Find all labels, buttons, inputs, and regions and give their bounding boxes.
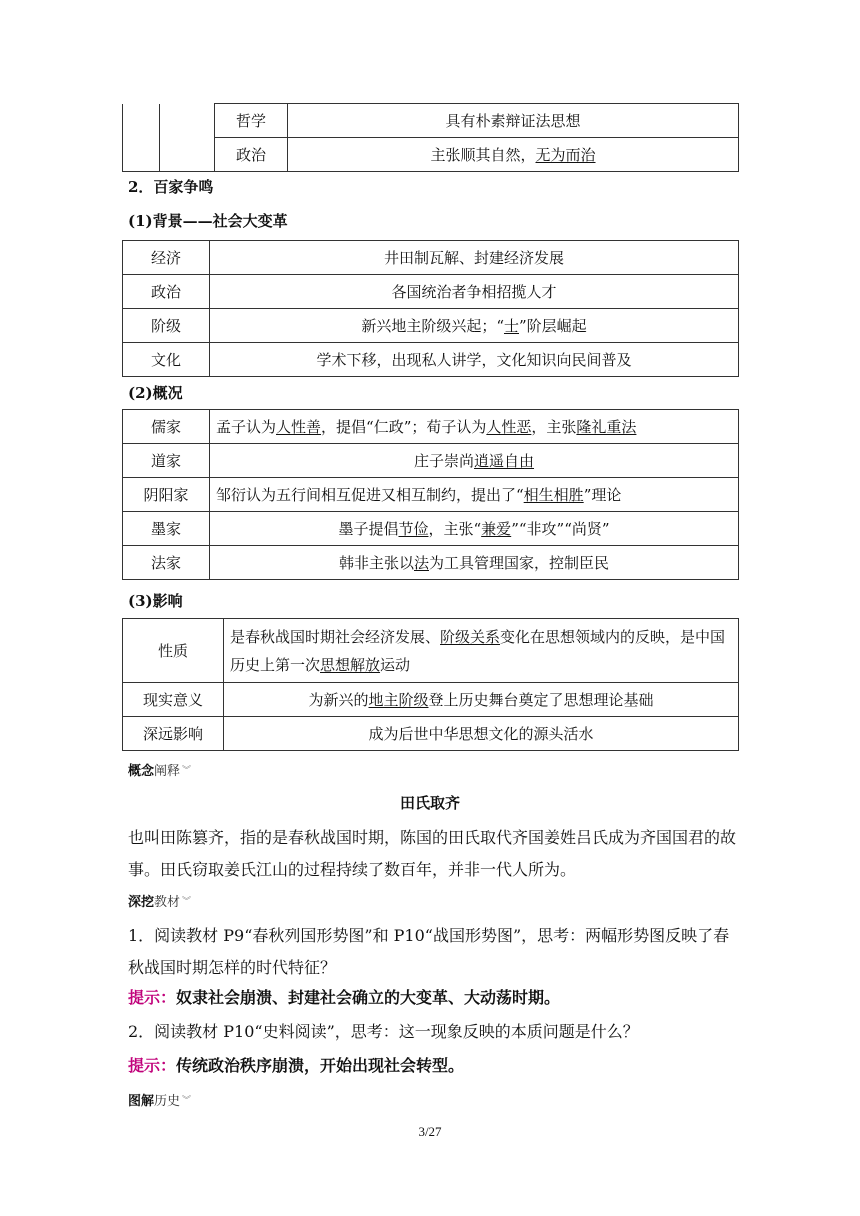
overview-title: (2)概况 xyxy=(128,384,183,402)
row-label: 文化 xyxy=(123,343,210,377)
row-label: 现实意义 xyxy=(123,683,224,717)
row-label: 阴阳家 xyxy=(123,478,210,512)
row-label: 法家 xyxy=(123,546,210,580)
row-label: 墨家 xyxy=(123,512,210,546)
row-label: 道家 xyxy=(123,444,210,478)
answer-1: 提示：奴隶社会崩溃、封建社会确立的大变革、大动荡时期。 xyxy=(128,988,561,1007)
row-content: 韩非主张以法为工具管理国家，控制臣民 xyxy=(210,546,739,580)
row-label: 经济 xyxy=(123,241,210,275)
background-title: (1)背景——社会大变革 xyxy=(128,212,288,230)
chevron-down-icon: ︾ xyxy=(182,766,192,776)
row-content: 各国统治者争相招揽人才 xyxy=(210,275,739,309)
row-label: 深远影响 xyxy=(123,717,224,751)
row-content: 为新兴的地主阶级登上历史舞台奠定了思想理论基础 xyxy=(224,683,739,717)
page-number: 3/27 xyxy=(418,1124,442,1139)
section-title: 2．百家争鸣 xyxy=(128,178,214,196)
diagram-label: 图解历史 ︾ xyxy=(128,1094,192,1109)
concept-title: 田氏取齐 xyxy=(399,794,460,812)
row-content: 墨子提倡节俭，主张“兼爱”“非攻”“尚贤” xyxy=(210,512,739,546)
row-content: 庄子崇尚逍遥自由 xyxy=(210,444,739,478)
row-label: 儒家 xyxy=(123,410,210,444)
row-content: 孟子认为人性善，提倡“仁政”；荀子认为人性恶，主张隆礼重法 xyxy=(210,410,739,444)
row-content: 井田制瓦解、封建经济发展 xyxy=(210,241,739,275)
row-content: 学术下移，出现私人讲学，文化知识向民间普及 xyxy=(210,343,739,377)
blank-cell xyxy=(160,104,215,172)
row-content: 成为后世中华思想文化的源头活水 xyxy=(224,717,739,751)
row-label: 阶级 xyxy=(123,309,210,343)
blank-cell xyxy=(123,104,160,172)
background-table xyxy=(122,240,739,377)
row-content: 主张顺其自然，无为而治 xyxy=(288,138,739,172)
row-content: 是春秋战国时期社会经济发展、阶级关系变化在思想领域内的反映，是中国历史上第一次思想解放运动 xyxy=(224,619,739,683)
row-content: 邹衍认为五行间相互促进又相互制约，提出了“相生相胜”理论 xyxy=(210,478,739,512)
chevron-down-icon: ︾ xyxy=(182,897,192,907)
chevron-down-icon: ︾ xyxy=(182,1096,192,1106)
row-label: 哲学 xyxy=(215,104,288,138)
answer-2: 提示：传统政治秩序崩溃，开始出现社会转型。 xyxy=(128,1056,465,1075)
concept-label: 概念阐释 ︾ xyxy=(128,764,192,779)
row-label: 政治 xyxy=(215,138,288,172)
row-content: 具有朴素辩证法思想 xyxy=(288,104,739,138)
row-label: 性质 xyxy=(123,619,224,683)
row-content: 新兴地主阶级兴起；“士”阶层崛起 xyxy=(210,309,739,343)
question-1: 1．阅读教材 P9“春秋列国形势图”和 P10“战国形势图”，思考：两幅形势图反映了春秋战国时期怎样的时代特征？ xyxy=(128,926,730,977)
question-2: 2．阅读教材 P10“史料阅读”，思考：这一现象反映的本质问题是什么？ xyxy=(128,1022,639,1041)
textbook-label: 深挖教材 ︾ xyxy=(128,895,192,910)
top-table xyxy=(122,103,739,172)
overview-table xyxy=(122,409,739,580)
influence-title: (3)影响 xyxy=(128,592,183,610)
influence-table xyxy=(122,618,739,751)
row-label: 政治 xyxy=(123,275,210,309)
concept-text: 也叫田陈篡齐，指的是春秋战国时期，陈国的田氏取代齐国姜姓吕氏成为齐国国君的故事。田氏窃取姜氏江山的过程持续了数百年，并非一代人所为。 xyxy=(128,828,737,879)
